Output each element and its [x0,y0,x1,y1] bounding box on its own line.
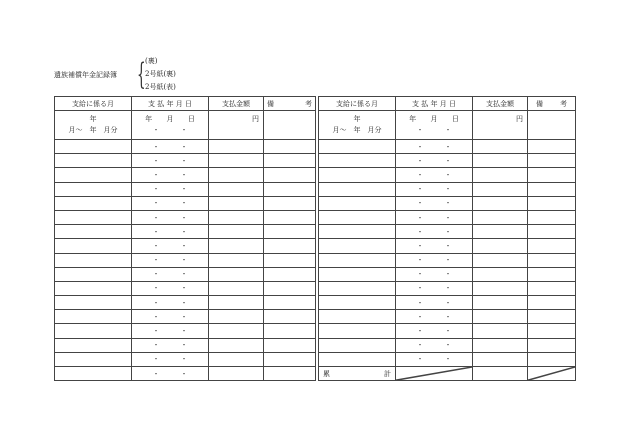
amount-cell[interactable] [209,140,264,154]
table-row [55,182,576,196]
amount-cell[interactable] [209,296,264,310]
amount-cell-right[interactable] [473,267,528,281]
month-cell-right[interactable] [319,154,396,168]
month-cell-right[interactable] [319,140,396,154]
subtitle-form2-front: 2号紙(表) [145,83,176,91]
pay-date-cell[interactable]: ・ ・ [132,267,209,281]
month-cell[interactable] [55,239,132,253]
pay-date-cell-right[interactable]: ・ ・ [396,296,473,310]
total-label-cell: 累 計 [319,367,396,381]
month-cell[interactable] [55,310,132,324]
table-row [55,324,576,338]
pay-date-cell[interactable]: 年 月 日 ・ ・ [132,111,209,140]
table-row [55,281,576,295]
pay-date-cell-right[interactable]: ・ ・ [396,154,473,168]
pay-date-cell[interactable]: ・ ・ [132,367,209,381]
pay-date-cell-right[interactable]: ・ ・ [396,281,473,295]
month-cell-right[interactable] [319,267,396,281]
month-cell-right[interactable] [319,225,396,239]
amount-cell[interactable] [209,338,264,352]
document-title: 遺族補償年金記録簿 [54,71,117,79]
header-pay-date: 支 払 年 月 日 [132,97,209,111]
amount-cell[interactable] [209,210,264,224]
amount-cell-right[interactable] [473,310,528,324]
month-cell-right[interactable] [319,352,396,366]
subtitle-form2-back: 2号紙(裏) [145,70,176,78]
pay-date-cell[interactable]: ・ ・ [132,182,209,196]
month-cell-right[interactable] [319,168,396,182]
month-cell[interactable] [55,338,132,352]
remarks-cell-right[interactable] [528,168,576,182]
remarks-cell[interactable] [264,253,316,267]
month-cell-right[interactable] [319,324,396,338]
table-row [55,140,576,154]
pay-date-cell[interactable]: ・ ・ [132,140,209,154]
amount-cell[interactable] [209,281,264,295]
table-row [55,210,576,224]
pay-date-cell[interactable]: ・ ・ [132,338,209,352]
header-month: 支給に係る月 [55,97,132,111]
amount-cell[interactable] [209,154,264,168]
remarks-cell-right[interactable] [528,239,576,253]
amount-cell-right[interactable] [473,182,528,196]
pay-date-cell-right[interactable]: ・ ・ [396,253,473,267]
month-cell[interactable] [55,225,132,239]
pay-date-cell-right[interactable]: ・ ・ [396,239,473,253]
amount-cell[interactable] [209,253,264,267]
month-cell-right[interactable] [319,196,396,210]
table-row [55,196,576,210]
month-cell[interactable] [55,196,132,210]
pay-date-cell[interactable]: ・ ・ [132,253,209,267]
pay-date-cell[interactable]: ・ ・ [132,352,209,366]
pay-date-cell-right[interactable]: ・ ・ [396,338,473,352]
month-cell[interactable] [55,281,132,295]
month-cell[interactable] [55,210,132,224]
pay-date-cell-right[interactable]: ・ ・ [396,140,473,154]
remarks-cell[interactable] [264,296,316,310]
table-row [55,310,576,324]
pay-date-cell-right[interactable]: ・ ・ [396,352,473,366]
month-cell[interactable] [55,154,132,168]
table-row [55,225,576,239]
remarks-cell[interactable] [264,168,316,182]
pay-date-cell-right[interactable]: 年 月 日 ・ ・ [396,111,473,140]
header-remarks-right: 備 考 [528,97,576,111]
remarks-cell-right[interactable] [528,182,576,196]
pay-date-cell-right[interactable]: ・ ・ [396,168,473,182]
amount-cell-right[interactable] [473,338,528,352]
amount-cell-right[interactable] [473,281,528,295]
header-amount: 支払金額 [209,97,264,111]
remarks-cell-right[interactable] [528,324,576,338]
remarks-cell[interactable] [264,140,316,154]
amount-cell-right[interactable] [473,239,528,253]
pay-date-cell-right[interactable]: ・ ・ [396,182,473,196]
month-cell-right[interactable] [319,281,396,295]
month-cell-right[interactable] [319,253,396,267]
table-row [55,338,576,352]
pay-date-cell-right[interactable]: ・ ・ [396,196,473,210]
remarks-cell[interactable] [264,324,316,338]
pay-date-cell[interactable]: ・ ・ [132,310,209,324]
month-cell[interactable] [55,296,132,310]
month-cell-right[interactable] [319,239,396,253]
pay-date-cell[interactable]: ・ ・ [132,281,209,295]
amount-cell-right[interactable] [473,196,528,210]
table-row [55,154,576,168]
table-row [55,367,576,381]
subtitle-back: (裏) [145,57,158,65]
table-row [55,267,576,281]
amount-cell[interactable] [209,239,264,253]
remarks-cell-right[interactable] [528,154,576,168]
total-remarks-cell [528,367,576,381]
pay-date-cell-right[interactable]: ・ ・ [396,225,473,239]
amount-cell[interactable] [209,196,264,210]
month-cell[interactable] [55,253,132,267]
pay-date-cell[interactable]: ・ ・ [132,225,209,239]
month-cell[interactable] [55,182,132,196]
pay-date-cell[interactable]: ・ ・ [132,168,209,182]
pay-date-cell-right[interactable]: ・ ・ [396,210,473,224]
amount-cell-right[interactable] [473,225,528,239]
pay-date-cell[interactable]: ・ ・ [132,210,209,224]
header-pay-date-right: 支 払 年 月 日 [396,97,473,111]
pay-date-cell[interactable]: ・ ・ [132,324,209,338]
pay-date-cell[interactable]: ・ ・ [132,154,209,168]
remarks-cell[interactable] [264,154,316,168]
month-cell[interactable] [55,140,132,154]
header-remarks: 備 考 [264,97,316,111]
remarks-cell-right[interactable] [528,196,576,210]
pay-date-cell[interactable]: ・ ・ [132,196,209,210]
remarks-cell-right[interactable] [528,352,576,366]
remarks-cell[interactable] [264,111,316,140]
remarks-cell[interactable] [264,281,316,295]
month-cell-right[interactable]: 年 月～ 年 月分 [319,111,396,140]
table-row [55,168,576,182]
amount-cell[interactable] [209,267,264,281]
header-row [55,97,576,111]
remarks-cell[interactable] [264,210,316,224]
remarks-cell[interactable] [264,239,316,253]
remarks-cell-right[interactable] [528,267,576,281]
remarks-cell-right[interactable] [528,253,576,267]
pay-date-cell[interactable]: ・ ・ [132,296,209,310]
amount-cell[interactable] [209,324,264,338]
month-cell[interactable] [55,168,132,182]
amount-cell-right[interactable] [473,324,528,338]
amount-cell[interactable] [209,168,264,182]
amount-cell[interactable] [209,310,264,324]
amount-cell-right[interactable] [473,253,528,267]
month-cell-right[interactable] [319,296,396,310]
table-row [55,352,576,366]
remarks-cell[interactable] [264,338,316,352]
header-amount-right: 支払金額 [473,97,528,111]
brace-icon: { [137,57,146,92]
month-cell-right[interactable] [319,310,396,324]
ledger-table [54,96,576,381]
amount-cell[interactable] [209,182,264,196]
remarks-cell-right[interactable] [528,310,576,324]
table-row [55,111,576,140]
amount-cell[interactable] [209,225,264,239]
month-cell[interactable] [55,367,132,381]
amount-cell[interactable]: 円 [209,111,264,140]
remarks-cell-right[interactable] [528,296,576,310]
total-pay-date-cell [396,367,473,381]
month-cell-right[interactable] [319,210,396,224]
pay-date-cell-right[interactable]: ・ ・ [396,310,473,324]
remarks-cell-right[interactable] [528,338,576,352]
amount-cell-right[interactable] [473,296,528,310]
amount-cell-right[interactable] [473,140,528,154]
amount-cell[interactable] [209,352,264,366]
pay-date-cell-right[interactable]: ・ ・ [396,267,473,281]
remarks-cell[interactable] [264,267,316,281]
amount-cell-right[interactable]: 円 [473,111,528,140]
remarks-cell[interactable] [264,225,316,239]
remarks-cell-right[interactable] [528,140,576,154]
remarks-cell[interactable] [264,367,316,381]
remarks-cell-right[interactable] [528,225,576,239]
amount-cell-right[interactable] [473,154,528,168]
amount-cell[interactable] [209,367,264,381]
remarks-cell-right[interactable] [528,111,576,140]
month-cell-right[interactable] [319,182,396,196]
table-row [55,253,576,267]
remarks-cell[interactable] [264,310,316,324]
amount-cell-right[interactable] [473,168,528,182]
remarks-cell[interactable] [264,182,316,196]
month-cell[interactable] [55,352,132,366]
remarks-cell-right[interactable] [528,210,576,224]
month-cell-right[interactable] [319,338,396,352]
total-amount-cell[interactable] [473,367,528,381]
amount-cell-right[interactable] [473,352,528,366]
amount-cell-right[interactable] [473,210,528,224]
table-row [55,239,576,253]
remarks-cell-right[interactable] [528,281,576,295]
table-row [55,296,576,310]
month-cell[interactable] [55,324,132,338]
remarks-cell[interactable] [264,196,316,210]
pay-date-cell[interactable]: ・ ・ [132,239,209,253]
remarks-cell[interactable] [264,352,316,366]
month-cell[interactable]: 年 月～ 年 月分 [55,111,132,140]
pay-date-cell-right[interactable]: ・ ・ [396,324,473,338]
header-month-right: 支給に係る月 [319,97,396,111]
month-cell[interactable] [55,267,132,281]
